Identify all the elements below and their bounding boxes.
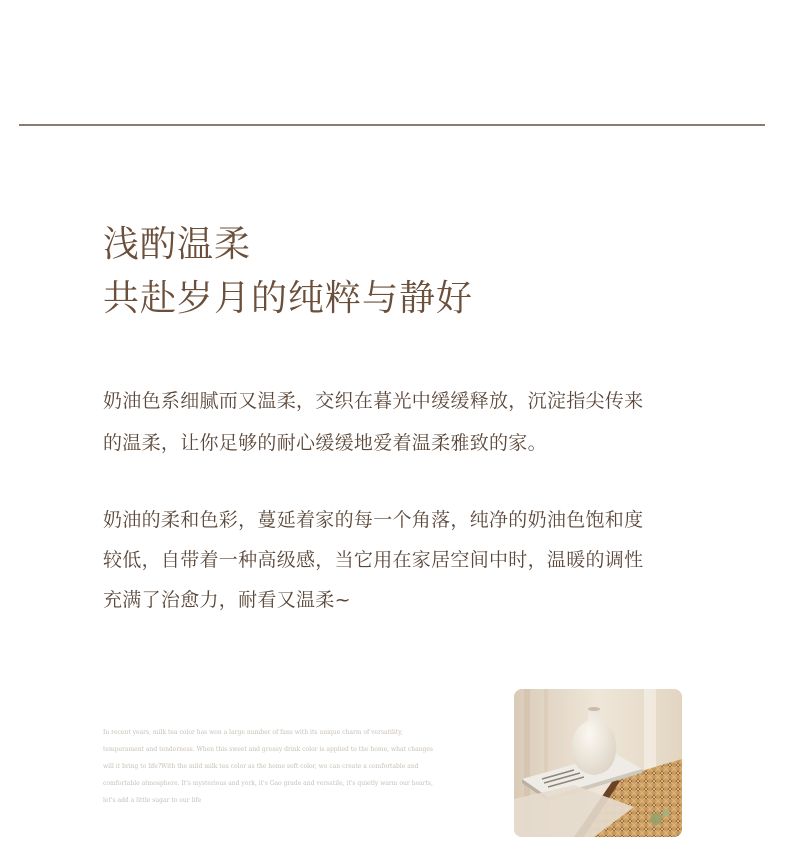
english-line-5: let's add a little sugar to our life [103, 797, 202, 804]
english-line-2: temperament and tenderness. When this sweet and greasy drink color is applied to the home, what changes [103, 746, 433, 753]
paragraph-1-line-1: 奶油色系细腻而又温柔，交织在暮光中缓缓释放，沉淀指尖传来 [103, 390, 644, 412]
paragraph-1-line-2: 的温柔，让你足够的耐心缓缓地爱着温柔雅致的家。 [103, 432, 547, 454]
paragraph-1 [103, 380, 643, 464]
paragraph-2-line-2: 较低，自带着一种高级感，当它用在家居空间中时，温暖的调性 [103, 549, 644, 571]
headline-line-1: 浅酌温柔 [103, 224, 252, 265]
english-line-4: comfortable atmosphere. It's mysterious and york, it's Gao grade and versatile, it's quietly warm our hearts, [103, 780, 433, 787]
paragraph-2-line-1: 奶油的柔和色彩，蔓延着家的每一个角落，纯净的奶油色饱和度 [103, 509, 644, 531]
paragraph-2 [103, 500, 643, 620]
headline [103, 218, 473, 326]
top-divider [19, 124, 765, 126]
product-photo [514, 689, 682, 837]
english-description [103, 724, 448, 809]
headline-line-2: 共赴岁月的纯粹与静好 [103, 278, 474, 319]
paragraph-2-line-3: 充满了治愈力，耐看又温柔~ [103, 589, 351, 611]
english-line-3: will it bring to life?With the mild milk tea color as the home soft color, we can create a comfortable and [103, 763, 419, 770]
vase-photo-illustration [514, 689, 682, 837]
english-line-1: In recent years, milk tea color has won a large number of fans with its unique charm of versatility, [103, 729, 403, 736]
